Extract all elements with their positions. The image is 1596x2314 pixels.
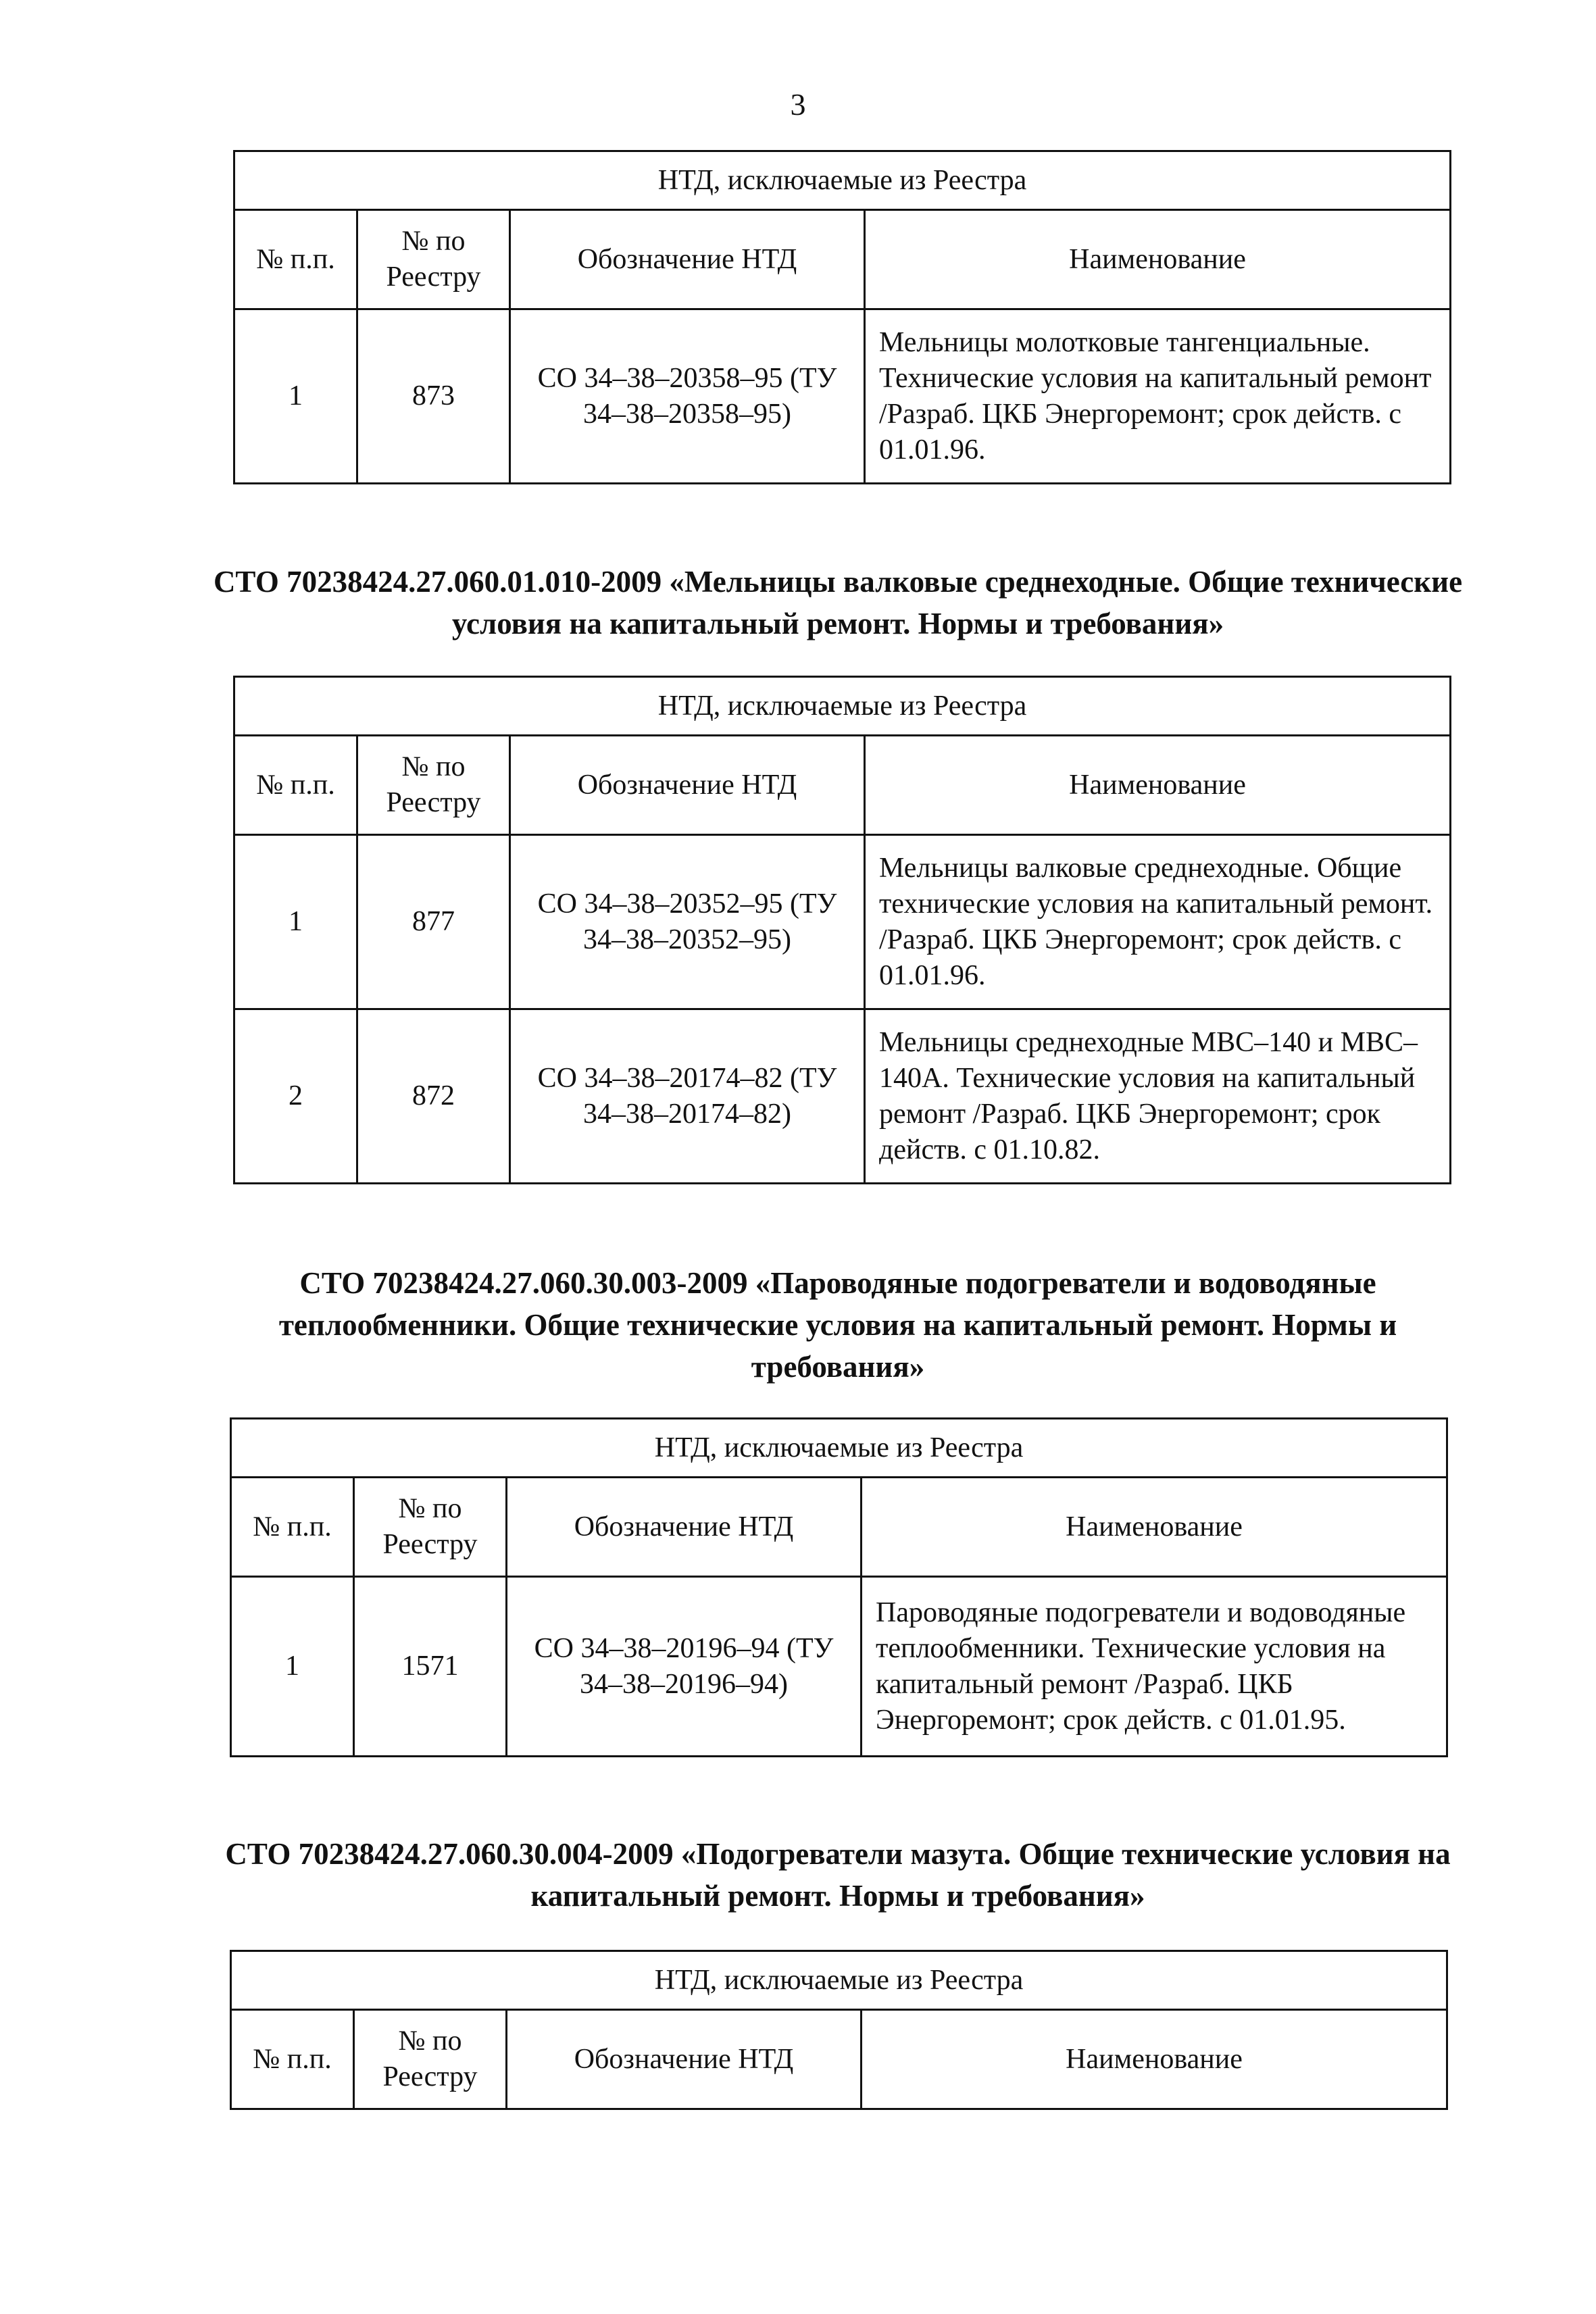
- registry-table-2: [233, 676, 1451, 1184]
- registry-table-4: [230, 1950, 1448, 2110]
- header-name: Наименование: [865, 736, 1451, 835]
- page-number: 3: [790, 87, 806, 122]
- cell-num: 2: [234, 1009, 357, 1184]
- header-num: № п.п.: [234, 736, 357, 835]
- header-name: Наименование: [862, 2010, 1447, 2109]
- cell-designation: СО 34–38–20358–95 (ТУ 34–38–20358–95): [510, 309, 865, 484]
- cell-num: 1: [231, 1577, 354, 1757]
- cell-num: 1: [234, 835, 357, 1009]
- cell-name: Пароводяные подогреватели и водоводяные теплообменники. Технические условия на капитальный ремонт /Разраб. ЦКБ Энергоремонт; срок действ. с 01.01.95.: [862, 1577, 1447, 1757]
- header-designation: Обозначение НТД: [507, 2010, 862, 2109]
- header-name: Наименование: [865, 210, 1451, 309]
- cell-name: Мельницы молотковые тангенциальные. Технические условия на капитальный ремонт /Разраб. ЦКБ Энергоремонт; срок действ. с 01.01.96.: [865, 309, 1451, 484]
- cell-designation: СО 34–38–20174–82 (ТУ 34–38–20174–82): [510, 1009, 865, 1184]
- header-num: № п.п.: [231, 1478, 354, 1577]
- table-caption-row: [231, 1951, 1447, 2010]
- table-caption-row: [234, 151, 1451, 210]
- cell-designation: СО 34–38–20196–94 (ТУ 34–38–20196–94): [507, 1577, 862, 1757]
- cell-name: Мельницы валковые среднеходные. Общие технические условия на капитальный ремонт. /Разраб. ЦКБ Энергоремонт; срок действ. с 01.01.96.: [865, 835, 1451, 1009]
- table-row: [234, 835, 1451, 1009]
- header-num: № п.п.: [231, 2010, 354, 2109]
- cell-registry: 873: [357, 309, 510, 484]
- table-row: [234, 1009, 1451, 1184]
- table-caption: НТД, исключаемые из Реестра: [234, 151, 1451, 210]
- cell-name: Мельницы среднеходные МВС–140 и МВС–140А. Технические условия на капитальный ремонт /Разраб. ЦКБ Энергоремонт; срок действ. с 01.10.82.: [865, 1009, 1451, 1184]
- header-num: № п.п.: [234, 210, 357, 309]
- header-registry: № по Реестру: [357, 210, 510, 309]
- header-name: Наименование: [862, 1478, 1447, 1577]
- header-designation: Обозначение НТД: [507, 1478, 862, 1577]
- registry-table-3: [230, 1417, 1448, 1757]
- table-row: [231, 1577, 1447, 1757]
- header-registry: № по Реестру: [354, 2010, 507, 2109]
- cell-registry: 877: [357, 835, 510, 1009]
- cell-registry: 1571: [354, 1577, 507, 1757]
- registry-table-1: [233, 150, 1451, 484]
- header-designation: Обозначение НТД: [510, 210, 865, 309]
- cell-registry: 872: [357, 1009, 510, 1184]
- section-title-3: СТО 70238424.27.060.30.003-2009 «Пароводяные подогреватели и водоводяные теплообменники. Общие технические условия на капитальный ремонт. Нормы и требования»: [278, 1266, 1397, 1384]
- table-caption: НТД, исключаемые из Реестра: [231, 1419, 1447, 1478]
- cell-num: 1: [234, 309, 357, 484]
- section-title-4: СТО 70238424.27.060.30.004-2009 «Подогреватели мазута. Общие технические условия на капитальный ремонт. Нормы и требования»: [225, 1837, 1451, 1913]
- cell-designation: СО 34–38–20352–95 (ТУ 34–38–20352–95): [510, 835, 865, 1009]
- table-header-row: [234, 736, 1451, 835]
- table-caption-row: [231, 1419, 1447, 1478]
- table-caption: НТД, исключаемые из Реестра: [231, 1951, 1447, 2010]
- header-designation: Обозначение НТД: [510, 736, 865, 835]
- table-header-row: [231, 1478, 1447, 1577]
- table-header-row: [234, 210, 1451, 309]
- header-registry: № по Реестру: [357, 736, 510, 835]
- table-header-row: [231, 2010, 1447, 2109]
- header-registry: № по Реестру: [354, 1478, 507, 1577]
- table-row: [234, 309, 1451, 484]
- table-caption-row: [234, 677, 1451, 736]
- table-caption: НТД, исключаемые из Реестра: [234, 677, 1451, 736]
- section-title-2: СТО 70238424.27.060.01.010-2009 «Мельницы валковые среднеходные. Общие технические условия на капитальный ремонт. Нормы и требования»: [213, 565, 1463, 640]
